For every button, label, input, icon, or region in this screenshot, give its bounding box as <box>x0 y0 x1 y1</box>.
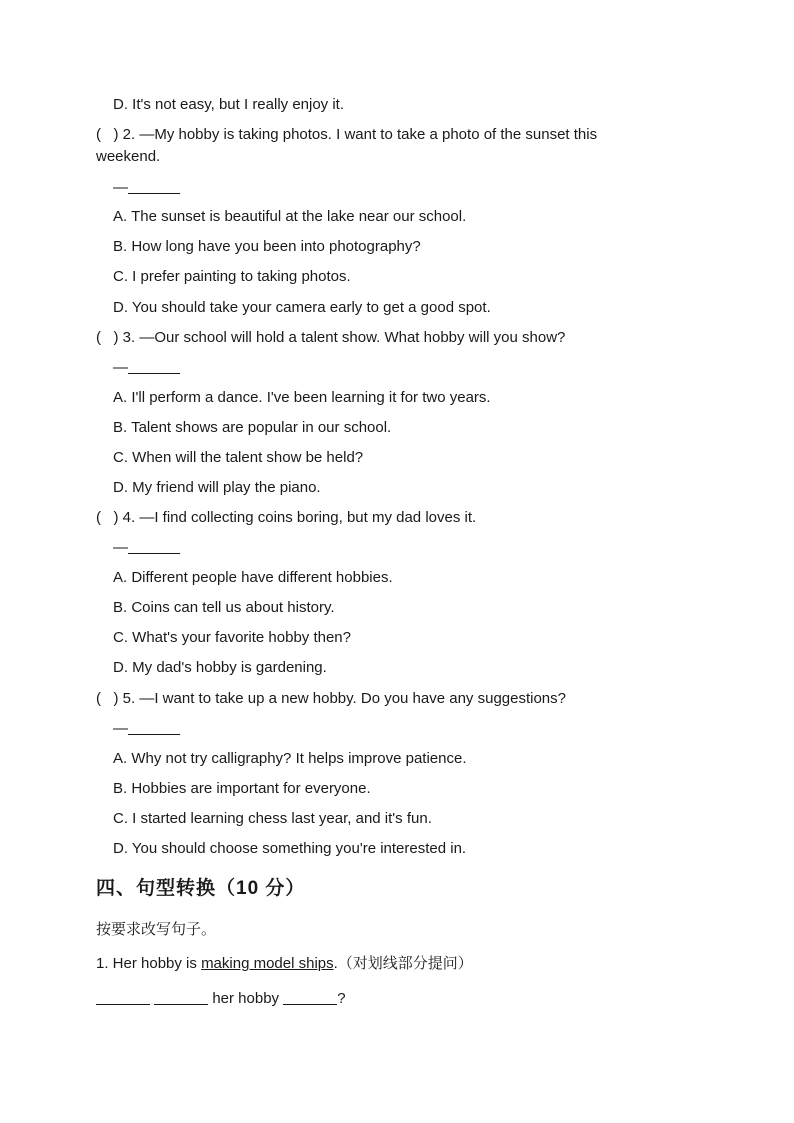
q5-dash: — <box>113 720 128 737</box>
answer-end-mark: ? <box>337 990 346 1007</box>
rewrite-item-1-answer <box>96 991 346 1006</box>
rewrite-item-1-suffix: .（对划线部分提问） <box>333 955 473 972</box>
answer-middle-text: her hobby <box>208 990 284 1007</box>
q1-option-d: D. It's not easy, but I really enjoy it. <box>113 96 345 113</box>
q4-answer-blank[interactable] <box>128 552 180 554</box>
question-2: ( ) 2. —My hobby is taking photos. I want to take a photo of the sunset this weekend. <box>96 126 598 165</box>
q2-option-c: C. I prefer painting to taking photos. <box>113 268 351 285</box>
q3-option-a: A. I'll perform a dance. I've been learning it for two years. <box>113 389 491 406</box>
q3-option-b: B. Talent shows are popular in our school. <box>113 419 392 436</box>
q3-dash: — <box>113 359 128 376</box>
q2-option-a: A. The sunset is beautiful at the lake near our school. <box>113 208 467 225</box>
q3-option-c: C. When will the talent show be held? <box>113 449 364 466</box>
q2-option-b: B. How long have you been into photography? <box>113 238 421 255</box>
q5-answer-blank[interactable] <box>128 733 180 735</box>
question-3: ( ) 3. —Our school will hold a talent show. What hobby will you show? <box>96 329 566 346</box>
q4-dash: — <box>113 539 128 556</box>
section-title: 四、句型转换（10 分） <box>96 878 306 899</box>
q5-option-d: D. You should choose something you're interested in. <box>113 840 467 857</box>
q4-option-c: C. What's your favorite hobby then? <box>113 629 351 646</box>
q5-answer-line <box>113 721 180 736</box>
rewrite-item-1-underlined: making model ships <box>201 955 334 972</box>
question-4: ( ) 4. —I find collecting coins boring, but my dad loves it. <box>96 509 477 526</box>
q2-option-d: D. You should take your camera early to get a good spot. <box>113 299 491 316</box>
q4-option-d: D. My dad's hobby is gardening. <box>113 659 327 676</box>
q4-option-a: A. Different people have different hobbies. <box>113 569 393 586</box>
q3-answer-blank[interactable] <box>128 372 180 374</box>
q5-option-a: A. Why not try calligraphy? It helps improve patience. <box>113 750 467 767</box>
answer-blank-1[interactable] <box>96 1003 150 1005</box>
rewrite-item-1 <box>96 956 473 971</box>
q5-option-c: C. I started learning chess last year, and it's fun. <box>113 810 432 827</box>
q5-option-b: B. Hobbies are important for everyone. <box>113 780 371 797</box>
answer-blank-3[interactable] <box>283 1003 337 1005</box>
section-instruction: 按要求改写句子。 <box>96 921 217 938</box>
q4-option-b: B. Coins can tell us about history. <box>113 599 335 616</box>
q2-dash: — <box>113 179 128 196</box>
question-5: ( ) 5. —I want to take up a new hobby. Do you have any suggestions? <box>96 690 566 707</box>
rewrite-item-1-prefix: 1. Her hobby is <box>96 955 202 972</box>
q4-answer-line <box>113 540 180 555</box>
q2-answer-blank[interactable] <box>128 192 180 194</box>
answer-blank-2[interactable] <box>154 1003 208 1005</box>
q2-answer-line <box>113 180 180 195</box>
q3-option-d: D. My friend will play the piano. <box>113 479 321 496</box>
q3-answer-line <box>113 360 180 375</box>
